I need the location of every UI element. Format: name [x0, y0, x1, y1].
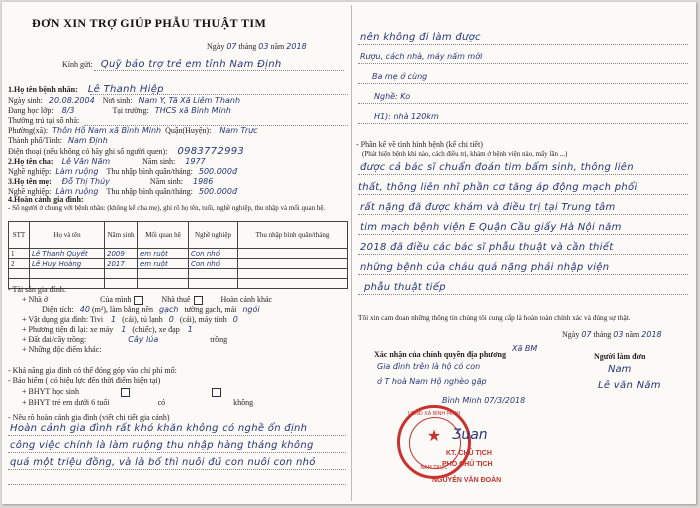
- family-row: [8, 195, 84, 204]
- xemay-value: 1: [121, 325, 127, 334]
- col-name: Họ và tên: [30, 222, 105, 249]
- patient-ward-row: [8, 126, 258, 135]
- disease-underline: [358, 294, 688, 295]
- father-year-label: Năm sinh:: [142, 157, 176, 166]
- patient-ward-label: Phường(xã):: [8, 126, 49, 135]
- xedap-label: (chiếc), xe đạp: [132, 325, 180, 334]
- official-name: NGUYỄN VĂN ĐOÀN: [432, 477, 502, 484]
- col-year: Năm sinh: [105, 222, 138, 249]
- cell: 1: [9, 249, 30, 259]
- confirm-line: ở T hoà Nam Hộ nghèo gặp: [377, 377, 487, 386]
- bhyt-child-row: [22, 398, 253, 407]
- col-relation: Mối quan hệ: [138, 222, 189, 249]
- disease-underline: [358, 254, 688, 255]
- disease-line: tim mạch bệnh viện E Quận Cầu giấy Hà Nội năm: [360, 222, 622, 233]
- table-row: [9, 259, 348, 269]
- stamp-star-icon: ★: [426, 426, 442, 445]
- area-label: Diện tích:: [42, 305, 74, 314]
- disease-line: thất, thông liên nhĩ phần cơ tăng áp động mạch phổi: [358, 182, 638, 193]
- note-line: Rượu, cách nhà, máy nấm mới: [360, 52, 483, 61]
- story-line: Hoàn cảnh gia đình rất khó khăn không có nghề ổn định: [10, 423, 308, 434]
- application-form: [2, 2, 696, 504]
- father-job-label: Nghề nghiệp:: [8, 167, 52, 176]
- cell: 2009: [105, 249, 138, 259]
- official-title-2: PHÓ CHỦ TỊCH: [442, 461, 493, 468]
- patient-school-row: [8, 106, 231, 115]
- bhyt-student-row: [22, 387, 221, 397]
- disease-line: những bệnh của cháu quá nặng phải nhập viện: [360, 262, 610, 273]
- tulanh-label: (cái), tủ lạnh: [122, 315, 163, 324]
- col-income: Thu nhập bình quân/tháng: [238, 222, 348, 249]
- cell: em ruột: [138, 249, 189, 259]
- patient-name-line: [90, 94, 348, 95]
- date-day: 07: [226, 42, 237, 51]
- house-label: + Nhà ở: [22, 295, 49, 304]
- yes-label: có: [157, 398, 166, 407]
- house-rent-checkbox[interactable]: [194, 296, 203, 305]
- house-row: [22, 295, 272, 305]
- other-label: + Những độc điểm khác:: [22, 345, 102, 354]
- disease-underline: [358, 274, 688, 275]
- note-line: nên không đi làm được: [360, 32, 481, 43]
- mother-income-label: Thu nhập bình quân/tháng:: [106, 187, 193, 196]
- father-name: Lê Văn Năm: [61, 157, 111, 166]
- disease-note: (Phát hiện bệnh khi nào, cách điều trị, khám ở bệnh viện nào, mấy lần ...): [362, 150, 568, 158]
- confirm-line: Xã BM: [512, 344, 538, 353]
- story-underline: [8, 435, 346, 436]
- house-rent-label: Nhà thuê: [161, 295, 191, 304]
- sign-month: 03: [613, 330, 624, 339]
- sign-day: 07: [581, 330, 592, 339]
- confirm-line: Bình Minh 07/3/2018: [442, 396, 526, 405]
- father-label: 2.Họ tên cha:: [8, 157, 54, 166]
- commitment-text: Tôi xin cam đoan những thông tin chúng tôi cung cấp là hoàn toàn chính xác và đúng sự thật.: [358, 313, 631, 322]
- confirm-line: Gia đình trên là hộ có con: [377, 362, 481, 371]
- patient-address-label: Thường trú tại số nhà:: [8, 116, 80, 125]
- stamp-text-top: UBND XÃ BÌNH MINH: [408, 411, 460, 417]
- sign-date-prefix: Ngày: [562, 330, 580, 339]
- note-line: Nghề: Ko: [374, 92, 411, 101]
- floor-value: gạch: [159, 305, 179, 314]
- note-underline: [358, 103, 688, 104]
- father-income: 500.000đ: [198, 167, 238, 176]
- patient-province: Nam Định: [68, 136, 108, 145]
- patient-dob: 20.08.2004: [48, 96, 95, 105]
- local-confirm-label: Xác nhận của chính quyền địa phương: [374, 350, 506, 359]
- mother-job-label: Nghề nghiệp:: [8, 187, 52, 196]
- disease-underline: [358, 194, 688, 195]
- recipient-line: [94, 70, 344, 71]
- col-stt: STT: [9, 222, 30, 249]
- area-value: 40: [79, 305, 90, 314]
- story-underline: [8, 484, 346, 485]
- note-underline: [358, 123, 688, 124]
- date-month: 03: [258, 42, 269, 51]
- items-label: + Vật dụng gia đình: Tivi: [22, 315, 104, 324]
- column-divider: [351, 5, 352, 501]
- story-line: công việc chính là làm ruộng thu nhập hàng tháng không: [10, 440, 314, 451]
- house-other-label: Hoàn cảnh khác: [220, 295, 273, 304]
- house-own-label: Của mình: [100, 295, 132, 304]
- father-job-row: [8, 167, 237, 176]
- land-value: Cây lúa: [128, 335, 159, 344]
- vehicle-row: [22, 325, 193, 334]
- story-underline: [8, 452, 346, 453]
- roof-value: ngói: [242, 305, 260, 314]
- cell: [238, 259, 348, 269]
- items-row: [22, 315, 238, 324]
- patient-ward: Thôn Hồ Nam xã Bình Minh: [52, 126, 162, 135]
- mother-job: Làm ruộng: [55, 187, 99, 196]
- assets-label: - Tài sản gia đình:: [8, 285, 67, 294]
- area-unit: (m²), làm bằng nền: [91, 305, 154, 314]
- applicant-name: Lê văn Năm: [598, 380, 661, 391]
- maygiat-label: (cái), máy tính: [179, 315, 227, 324]
- official-signature-icon: Ʒuan: [452, 427, 488, 443]
- patient-phone-row: [8, 146, 244, 157]
- table-row: [9, 269, 348, 279]
- disease-line: phẫu thuật tiếp: [364, 282, 446, 293]
- bhyt-student-label: + BHYT học sinh: [22, 387, 80, 396]
- disease-underline: [358, 214, 688, 215]
- mother-year-label: Năm sinh:: [149, 177, 183, 186]
- cell: 2: [9, 259, 30, 269]
- patient-name: Lê Thanh Hiệp: [87, 84, 164, 95]
- patient-birthplace-label: Nơi sinh:: [102, 96, 133, 105]
- disease-line: được cả bác sĩ chuẩn đoán tim bẩm sinh, thông liên: [360, 162, 634, 173]
- bhyt-student-checkbox[interactable]: [121, 388, 130, 397]
- patient-class-label: Đang học lớp:: [8, 106, 54, 115]
- patient-school-label: Tại trường:: [112, 106, 149, 115]
- bhyt-child-label: + BHYT trẻ em dưới 6 tuổi: [22, 398, 110, 407]
- cell: Con nhỏ: [189, 249, 238, 259]
- insurance-row: - Bảo hiểm ( có hiệu lực đến thời điểm hiện tại): [8, 376, 161, 385]
- patient-district: Nam Trực: [219, 126, 258, 135]
- family-table-header: [9, 222, 348, 249]
- stamp-text-bottom: NAM TRỰC: [420, 465, 448, 471]
- land-label: + Đất đai/cây trồng:: [22, 335, 87, 344]
- cell: Lê Thanh Quyết: [30, 249, 105, 259]
- patient-dob-label: Ngày sinh:: [8, 96, 43, 105]
- patient-name-label: 1.Họ tên bệnh nhân:: [8, 85, 78, 94]
- roof-label: tường gạch, mái: [184, 305, 237, 314]
- disease-line: rất nặng đã được khám và điều trị tại Trung tâm: [360, 202, 616, 213]
- mother-row: [8, 177, 213, 186]
- patient-province-label: Thành phố/Tỉnh:: [8, 136, 62, 145]
- sign-month-label: tháng: [593, 330, 612, 339]
- patient-district-label: Quận(Huyện):: [165, 126, 212, 135]
- disease-underline: [358, 234, 688, 235]
- vehicle-label: + Phương tiện đi lại: xe máy: [22, 325, 114, 334]
- table-row: [9, 249, 348, 259]
- note-underline: [358, 83, 688, 84]
- note-line: Ba mẹ ở cùng: [372, 72, 428, 81]
- bhyt-student-no-checkbox[interactable]: [212, 388, 221, 397]
- recipient-row: [62, 59, 282, 70]
- patient-school: THCS xã Bình Minh: [154, 106, 231, 115]
- story-heading: - Nêu rõ hoàn cảnh gia đình (viết chi tiết gia cảnh): [8, 413, 170, 422]
- trong-label: trồng: [210, 335, 228, 344]
- cell: 2017: [105, 259, 138, 269]
- patient-dob-row: [8, 96, 240, 105]
- applicant-signature: Nam: [608, 364, 632, 375]
- recipient-value: Quỹ bảo trợ trẻ em tỉnh Nam Định: [100, 59, 282, 70]
- family-label: 4.Hoàn cảnh gia đình:: [8, 195, 84, 204]
- applicant-label: Người làm đơn: [594, 352, 646, 361]
- note-underline: [358, 63, 688, 64]
- disease-line: 2018 đã điều các bác sĩ phẫu thuật và cần thiết: [360, 242, 614, 253]
- sign-year: 2018: [641, 330, 662, 339]
- patient-phone-label: Điện thoại (nếu không có hãy ghi số người quen):: [8, 147, 168, 156]
- tulanh-value: 0: [168, 315, 174, 324]
- date-year-label: năm: [270, 42, 285, 51]
- xedap-value: 1: [187, 325, 193, 334]
- other-row: [22, 345, 102, 354]
- disease-underline: [358, 174, 688, 175]
- sign-date: [562, 330, 662, 339]
- maygiat-value: 0: [232, 315, 238, 324]
- disease-label: - Phần kể về tình hình bệnh (kể chi tiết): [356, 140, 483, 149]
- patient-province-row: [8, 136, 108, 145]
- house-own-checkbox[interactable]: [134, 296, 143, 305]
- col-job: Nghề nghiệp: [189, 222, 238, 249]
- care-row: - Khả năng gia đình có thể đóng góp vào chi phí mổ:: [8, 366, 177, 375]
- patient-class: 8/3: [61, 106, 75, 115]
- page-title: ĐƠN XIN TRỢ GIÚP PHẪU THUẬT TIM: [32, 16, 267, 30]
- note-line: H1): nhà 120km: [374, 112, 439, 121]
- cell: em ruột: [138, 259, 189, 269]
- recipient-label: Kính gửi:: [62, 60, 93, 69]
- date-month-label: tháng: [238, 42, 257, 51]
- family-note: - Số người ở chung với bệnh nhân: (không kể cha mẹ), ghi rõ họ tên, tuổi, nghề nghiệp, thu nhập và mối quan hệ.: [8, 204, 326, 212]
- cell: Lê Huy Hoàng: [30, 259, 105, 269]
- area-row: [42, 305, 260, 314]
- no-label: không: [233, 398, 254, 407]
- father-income-label: Thu nhập bình quân/tháng:: [106, 167, 193, 176]
- mother-year: 1986: [193, 177, 214, 186]
- date-prefix: Ngày: [207, 42, 225, 51]
- tivi-value: 1: [111, 315, 117, 324]
- date-year: 2018: [286, 42, 307, 51]
- note-underline: [358, 44, 688, 45]
- sign-year-label: năm: [625, 330, 640, 339]
- official-title-1: KT. CHỦ TỊCH: [446, 450, 492, 457]
- story-underline: [8, 469, 346, 470]
- patient-birthplace: Nam Y, Tã Xã Liêm Thanh: [138, 96, 241, 105]
- patient-phone: 0983772993: [177, 146, 245, 157]
- mother-label: 3.Họ tên mẹ:: [8, 177, 52, 186]
- father-row: [8, 157, 206, 166]
- cell: [238, 249, 348, 259]
- story-line: quá một triệu đồng, và là bố thì nuôi đủ con nuôi con nhỏ: [10, 457, 316, 468]
- family-table: [8, 221, 348, 289]
- father-year: 1977: [185, 157, 206, 166]
- patient-address-row: [8, 116, 79, 125]
- cell: Con nhỏ: [189, 259, 238, 269]
- mother-income: 500.000đ: [198, 187, 238, 196]
- form-date: [207, 42, 307, 51]
- land-row: [22, 335, 227, 344]
- father-job: Làm ruộng: [55, 167, 99, 176]
- mother-name: Đỗ Thị Thúy: [61, 177, 110, 186]
